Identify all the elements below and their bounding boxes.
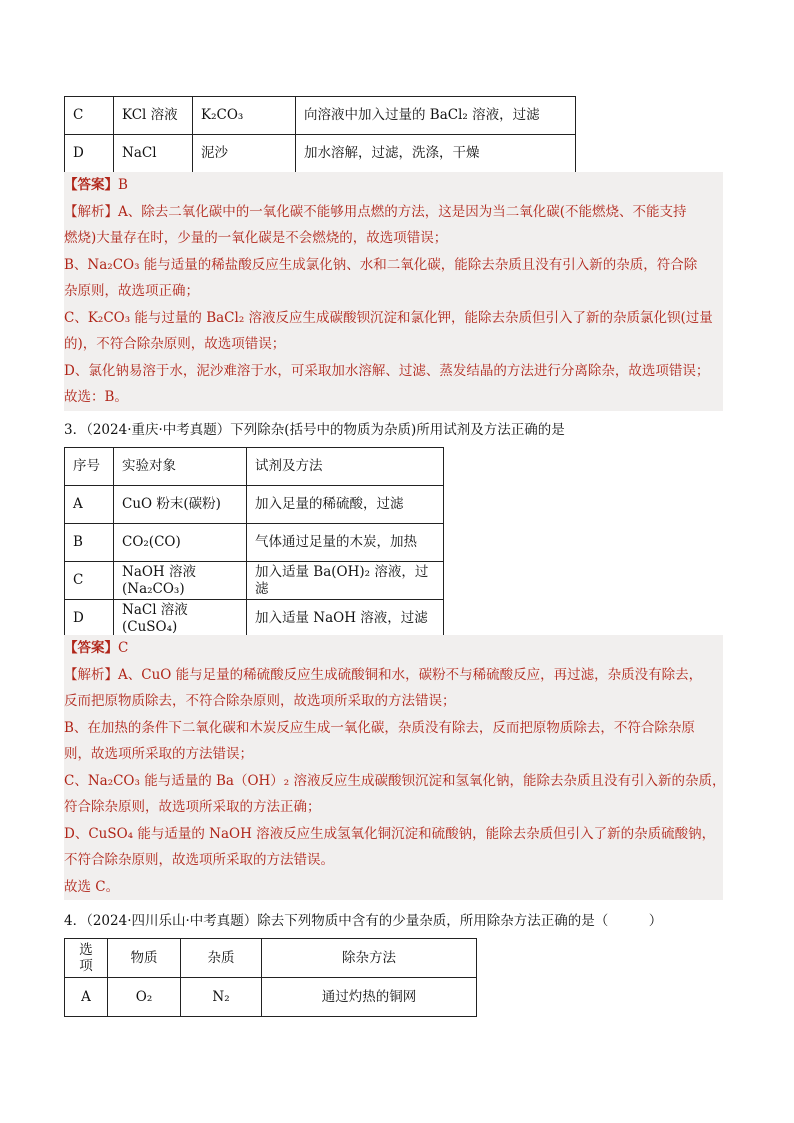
- table-cell: CuO 粉末(碳粉): [114, 486, 247, 524]
- analysis-line: 的)，不符合除杂原则，故选项错误；: [64, 336, 286, 352]
- analysis-line: C、Na₂CO₃ 能与适量的 Ba（OH）₂ 溶液反应生成碳酸钡沉淀和氢氧化钠，能除去杂质且没有引入新的杂质，: [64, 772, 726, 789]
- table-cell: D: [65, 600, 114, 638]
- analysis-line: 不符合除杂原则，故选项所采取的方法错误。: [64, 852, 334, 868]
- analysis-line: 燃烧)大量存在时，少量的一氧化碳是不会燃烧的，故选项错误；: [64, 230, 448, 246]
- table-cell: 加水溶解，过滤，洗涤，干燥: [296, 135, 576, 173]
- table-cell: 通过灼热的铜网: [262, 978, 477, 1017]
- q2-answer-block: [64, 172, 723, 411]
- question-3-stem: 3．（2024·重庆·中考真题）下列除杂(括号中的物质为杂质)所用试剂及方法正确的是: [64, 422, 565, 438]
- analysis-line: 符合除杂原则，故选项所采取的方法正确；: [64, 799, 321, 815]
- analysis-line: D、CuSO₄ 能与适量的 NaOH 溶液反应生成氢氧化铜沉淀和硫酸钠，能除去杂质但引入了新的杂质硫酸钠，: [64, 825, 716, 842]
- removal-table-continued: [64, 96, 576, 173]
- analysis-line: D、氯化钠易溶于水，泥沙难溶于水，可采取加水溶解、过滤、蒸发结晶的方法进行分离除杂，故选项错误；: [64, 362, 710, 379]
- table-header: 除杂方法: [262, 939, 477, 978]
- analysis-line: 【解析】A、除去二氧化碳中的一氧化碳不能够用点燃的方法，这是因为当二氧化碳(不能燃烧、不能支持: [64, 203, 687, 220]
- table-row: [65, 978, 477, 1017]
- table-header-row: [65, 939, 477, 978]
- analysis-line: 【解析】A、CuO 能与足量的稀硫酸反应生成硫酸铜和水，碳粉不与稀硫酸反应，再过滤，杂质没有除去，: [64, 666, 703, 683]
- table-cell: 向溶液中加入过量的 BaCl₂ 溶液，过滤: [296, 97, 576, 135]
- q3-table: [64, 447, 444, 638]
- answer-line: 【答案】C: [64, 640, 129, 656]
- table-cell: NaCl 溶液(CuSO₄): [114, 600, 247, 638]
- question-4-stem: 4．（2024·四川乐山·中考真题）除去下列物质中含有的少量杂质，所用除杂方法正确的是（ ）: [64, 913, 663, 929]
- analysis-line: 故选：B。: [64, 389, 128, 405]
- table-header: 序号: [65, 448, 114, 486]
- table-cell: K₂CO₃: [193, 97, 296, 135]
- table-cell: B: [65, 524, 114, 562]
- analysis-line: 杂原则，故选项正确；: [64, 283, 199, 299]
- table-cell: A: [65, 978, 108, 1017]
- table-cell: N₂: [181, 978, 262, 1017]
- table-header: 物质: [108, 939, 181, 978]
- table-row: [65, 486, 444, 524]
- table-cell: 加入适量 Ba(OH)₂ 溶液，过滤: [247, 562, 444, 600]
- table-cell: 泥沙: [193, 135, 296, 173]
- analysis-line: 故选 C。: [64, 878, 120, 895]
- q3-answer-block: [64, 635, 726, 900]
- table-cell: NaCl: [114, 135, 193, 173]
- table-cell: A: [65, 486, 114, 524]
- table-cell: 气体通过足量的木炭，加热: [247, 524, 444, 562]
- table-cell: 加入适量 NaOH 溶液，过滤: [247, 600, 444, 638]
- table-cell: O₂: [108, 978, 181, 1017]
- table-header: 杂质: [181, 939, 262, 978]
- analysis-line: C、K₂CO₃ 能与过量的 BaCl₂ 溶液反应生成碳酸钡沉淀和氯化钾，能除去杂质但引入了新的杂质氯化钡(过量: [64, 309, 713, 326]
- table-row: [65, 135, 576, 173]
- analysis-line: 则，故选项所采取的方法错误；: [64, 746, 253, 762]
- table-header: 选项: [65, 939, 108, 978]
- table-cell: CO₂(CO): [114, 524, 247, 562]
- table-row: [65, 562, 444, 600]
- analysis-line: B、Na₂CO₃ 能与适量的稀盐酸反应生成氯化钠、水和二氧化碳，能除去杂质且没有引入新的杂质，符合除: [64, 256, 698, 273]
- table-row: [65, 600, 444, 638]
- table-header: 实验对象: [114, 448, 247, 486]
- table-row: [65, 97, 576, 135]
- table-cell: C: [65, 562, 114, 600]
- answer-line: 【答案】B: [64, 177, 128, 193]
- table-row: [65, 524, 444, 562]
- table-cell: KCl 溶液: [114, 97, 193, 135]
- table-cell: 加入足量的稀硫酸，过滤: [247, 486, 444, 524]
- table-header-row: [65, 448, 444, 486]
- table-header: 试剂及方法: [247, 448, 444, 486]
- analysis-line: 反而把原物质除去，不符合除杂原则，故选项所采取的方法错误；: [64, 693, 456, 709]
- analysis-line: B、在加热的条件下二氧化碳和木炭反应生成一氧化碳，杂质没有除去，反而把原物质除去，不符合除杂原: [64, 719, 695, 736]
- table-cell: NaOH 溶液(Na₂CO₃): [114, 562, 247, 600]
- q4-table: [64, 938, 477, 1017]
- table-cell: C: [65, 97, 114, 135]
- table-cell: D: [65, 135, 114, 173]
